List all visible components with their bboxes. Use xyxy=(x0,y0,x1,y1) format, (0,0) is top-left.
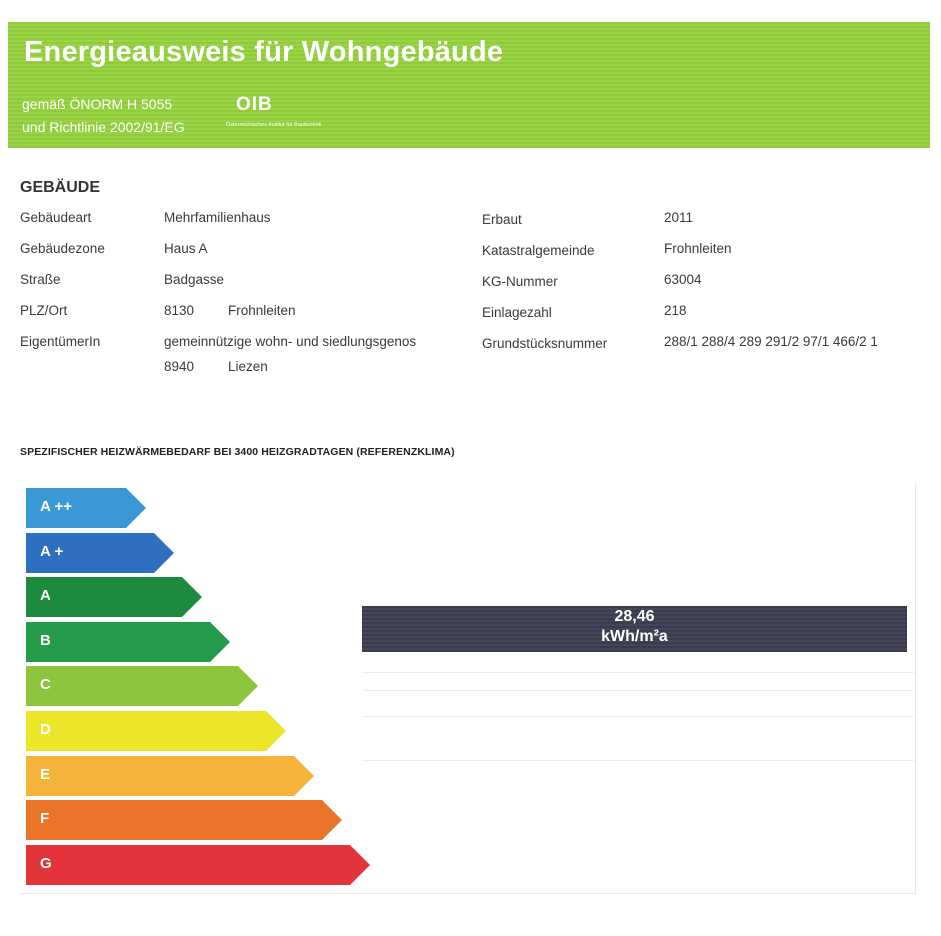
energy-class-label: F xyxy=(40,810,50,828)
energy-class-bar xyxy=(26,800,342,840)
heating-demand-value: 28,46 xyxy=(614,608,655,625)
energy-class-arrow-shape xyxy=(26,622,230,662)
energy-class-bar xyxy=(26,711,286,751)
value-grundstuecksnummer: 288/1 288/4 289 291/2 97/1 466/2 1 xyxy=(664,334,878,349)
value-katastralgemeinde: Frohnleiten xyxy=(664,241,732,256)
value-gebaeudezone: Haus A xyxy=(164,241,208,256)
label-plz-ort: PLZ/Ort xyxy=(20,303,68,318)
energy-class-arrow-shape xyxy=(26,845,370,885)
guide-line xyxy=(362,716,914,717)
energy-class-bar xyxy=(26,488,146,528)
energy-class-label: B xyxy=(40,631,51,649)
heating-demand-unit: kWh/m²a xyxy=(601,628,668,645)
norm-reference: gemäß ÖNORM H 5055 xyxy=(22,96,173,112)
label-katastralgemeinde: Katastralgemeinde xyxy=(482,243,595,258)
energy-class-label: C xyxy=(40,676,51,694)
energy-class-bar xyxy=(26,756,314,796)
label-eigentuemerin: EigentümerIn xyxy=(20,334,101,349)
energy-class-label: E xyxy=(40,765,51,783)
value-einlagezahl: 218 xyxy=(664,303,687,318)
label-grundstuecksnummer: Grundstücksnummer xyxy=(482,336,608,351)
energy-class-label: A xyxy=(40,587,51,605)
heating-demand-indicator xyxy=(362,606,907,652)
energy-class-bar xyxy=(26,577,202,617)
label-strasse: Straße xyxy=(20,272,61,287)
label-gebaeudeart: Gebäudeart xyxy=(20,210,92,225)
energy-class-label: D xyxy=(40,721,51,738)
guide-line xyxy=(362,760,914,761)
energy-class-arrow-shape xyxy=(26,666,258,706)
energy-class-bar xyxy=(26,666,258,706)
certificate-title: Energieausweis für Wohngebäude xyxy=(24,36,504,68)
energy-class-arrow xyxy=(26,845,370,885)
energy-class-arrow xyxy=(26,711,286,751)
guide-line xyxy=(362,690,914,691)
certificate-header xyxy=(8,22,930,148)
label-kg-nummer: KG-Nummer xyxy=(482,274,558,289)
directive-reference: und Richtlinie 2002/91/EG xyxy=(22,119,185,135)
energy-class-label: G xyxy=(40,854,52,872)
value-gebaeudeart: Mehrfamilienhaus xyxy=(164,210,271,225)
value-eigentuemerin: gemeinnützige wohn- und siedlungsgenos xyxy=(164,334,417,349)
energy-class-arrow xyxy=(26,666,258,706)
energy-class-arrow-shape xyxy=(26,577,202,617)
energy-class-arrow xyxy=(26,800,342,840)
energy-class-bar xyxy=(26,622,230,662)
value-ort: Frohnleiten xyxy=(228,303,296,318)
energy-class-arrow-shape xyxy=(26,711,286,751)
energy-class-arrow xyxy=(26,577,202,617)
energy-class-arrow-shape xyxy=(26,800,342,840)
value-strasse: Badgasse xyxy=(164,272,225,287)
section-title-gebaeude: GEBÄUDE xyxy=(20,179,101,196)
energy-class-arrow xyxy=(26,756,314,796)
chart-title: SPEZIFISCHER HEIZWÄRMEBEDARF BEI 3400 HEIZGRADTAGEN (REFERENZKLIMA) xyxy=(20,446,455,458)
oib-logo-tagline: Österreichisches Institut für Bautechnik xyxy=(226,122,322,128)
label-gebaeudezone: Gebäudezone xyxy=(20,241,105,256)
value-eigentuemer-plz: 8940 xyxy=(164,359,195,374)
value-kg-nummer: 63004 xyxy=(664,272,702,287)
oib-logo: OIB xyxy=(236,94,273,115)
energy-class-label: A + xyxy=(40,542,64,560)
value-plz: 8130 xyxy=(164,303,195,318)
guide-line xyxy=(362,672,914,673)
energy-class-label: A ++ xyxy=(40,498,72,515)
energy-class-arrow-shape xyxy=(26,756,314,796)
energy-class-bar xyxy=(26,845,370,885)
label-einlagezahl: Einlagezahl xyxy=(482,305,552,320)
label-erbaut: Erbaut xyxy=(482,212,522,227)
value-eigentuemer-ort: Liezen xyxy=(228,359,268,374)
value-erbaut: 2011 xyxy=(664,210,694,225)
energy-class-arrow xyxy=(26,622,230,662)
energy-class-bar xyxy=(26,533,174,573)
